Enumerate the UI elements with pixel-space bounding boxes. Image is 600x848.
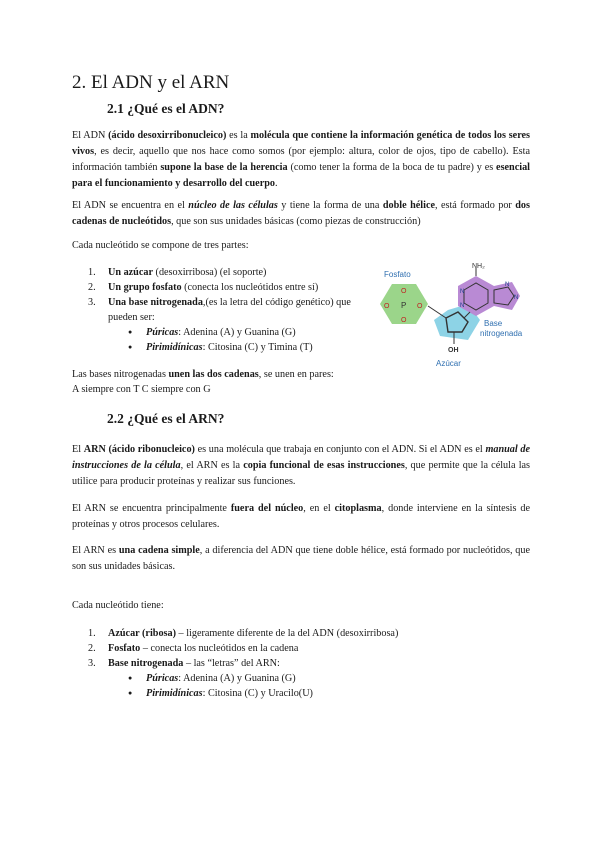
nitrogenada-label: nitrogenada	[480, 329, 523, 338]
fosfato-label: Fosfato	[384, 270, 411, 279]
base-n-4: N	[514, 295, 519, 301]
sugar-phosphate-bond	[428, 306, 446, 318]
sublist-item: ● Pirimidínicas: Citosina (C) y Uracilo(U)	[128, 686, 508, 701]
sublist-item: ● Pirimidínicas: Citosina (C) y Timina (T)	[128, 340, 363, 355]
oh-label: OH	[448, 347, 459, 354]
sublist-item: ● Púricas: Adenina (A) y Guanina (G)	[128, 325, 363, 340]
list-item: 1. Un azúcar (desoxirribosa) (el soporte)	[88, 267, 267, 278]
base-n-3: N	[505, 282, 510, 288]
phosphate-o-top: O	[401, 288, 407, 295]
section-2-2-title: 2.2 ¿Qué es el ARN?	[107, 411, 225, 426]
list-item: 1. Azúcar (ribosa) – ligeramente diferente de la del ADN (desoxirribosa)	[88, 628, 399, 639]
arn-paragraph-4: Cada nucleótido tiene:	[72, 600, 164, 611]
section-2-1-title: 2.1 ¿Qué es el ADN?	[107, 101, 225, 116]
nucleotide-diagram	[372, 262, 530, 372]
list-item: 3. Una base nitrogenada,(es la letra del código genético) que pueden ser: ● Púricas: Adenina (A) y Guanina (G) ● Pirimidínicas: Citosina (C) y Timina (T)	[88, 295, 363, 355]
adn-paragraph-1: El ADN (ácido desoxirribonucleico) es la molécula que contiene la información genética de todos los seres vivos, es decir, aquello que nos hace como somos (por ejemplo: altura, color de ojos, tipo de cabello). Esta información también supone la base de la herencia (como tener la forma de la boca de tu padre) y es esencial para el funcionamiento y desarrollo del cuerpo.	[72, 130, 531, 189]
base-n-2: N	[460, 303, 465, 309]
base-sublist	[108, 325, 363, 355]
phosphate-p: P	[401, 301, 407, 310]
phosphate-group	[380, 284, 428, 324]
adn-paragraph-3: Cada nucleótido se compone de tres partes:	[72, 240, 249, 251]
phosphate-o-bottom: O	[401, 317, 407, 324]
base-label: Base	[484, 319, 503, 328]
arn-paragraph-2: El ARN se encuentra principalmente fuera del núcleo, en el citoplasma, donde interviene en la síntesis de proteínas y otros procesos celulares.	[72, 503, 531, 530]
phosphate-o-left: O	[384, 303, 390, 310]
arn-nucleotide-list	[88, 626, 508, 701]
adn-paragraph-4: Las bases nitrogenadas unen las dos cadenas, se unen en pares:	[72, 369, 334, 380]
arn-paragraph-3: El ARN es una cadena simple, a diferencia del ADN que tiene doble hélice, está formado por nucleótidos, que son sus unidades básicas.	[72, 545, 530, 572]
list-item: 2. Un grupo fosfato (conecta los nucleótidos entre sí)	[88, 282, 319, 293]
azucar-label: Azúcar	[436, 359, 461, 368]
phosphate-o-right: O	[417, 303, 423, 310]
list-item: 2. Fosfato – conecta los nucleótidos en la cadena	[88, 643, 299, 654]
adn-paragraph-5: A siempre con T C siempre con G	[72, 384, 211, 395]
adn-nucleotide-list	[88, 265, 363, 355]
nh2-label: NH₂	[472, 263, 485, 270]
base-n-1: N	[460, 289, 465, 295]
base-sublist	[108, 671, 508, 701]
list-item: 3. Base nitrogenada – las “letras” del ARN: ● Púricas: Adenina (A) y Guanina (G) ● Pirimidínicas: Citosina (C) y Uracilo(U)	[88, 656, 508, 701]
arn-paragraph-1: El ARN (ácido ribonucleico) es una molécula que trabaja en conjunto con el ADN. Si el ADN es el manual de instrucciones de la célula, el ARN es la copia funcional de esas instrucciones, que permite que la célula las utilice para producir proteínas y realizar sus funciones.	[72, 444, 531, 487]
main-heading: 2. El ADN y el ARN	[72, 72, 230, 93]
adn-paragraph-2: El ADN se encuentra en el núcleo de las células y tiene la forma de una doble hélice, está formado por dos cadenas de nucleótidos, que son sus unidades básicas (como piezas de construcción)	[72, 200, 530, 227]
sublist-item: ● Púricas: Adenina (A) y Guanina (G)	[128, 671, 508, 686]
